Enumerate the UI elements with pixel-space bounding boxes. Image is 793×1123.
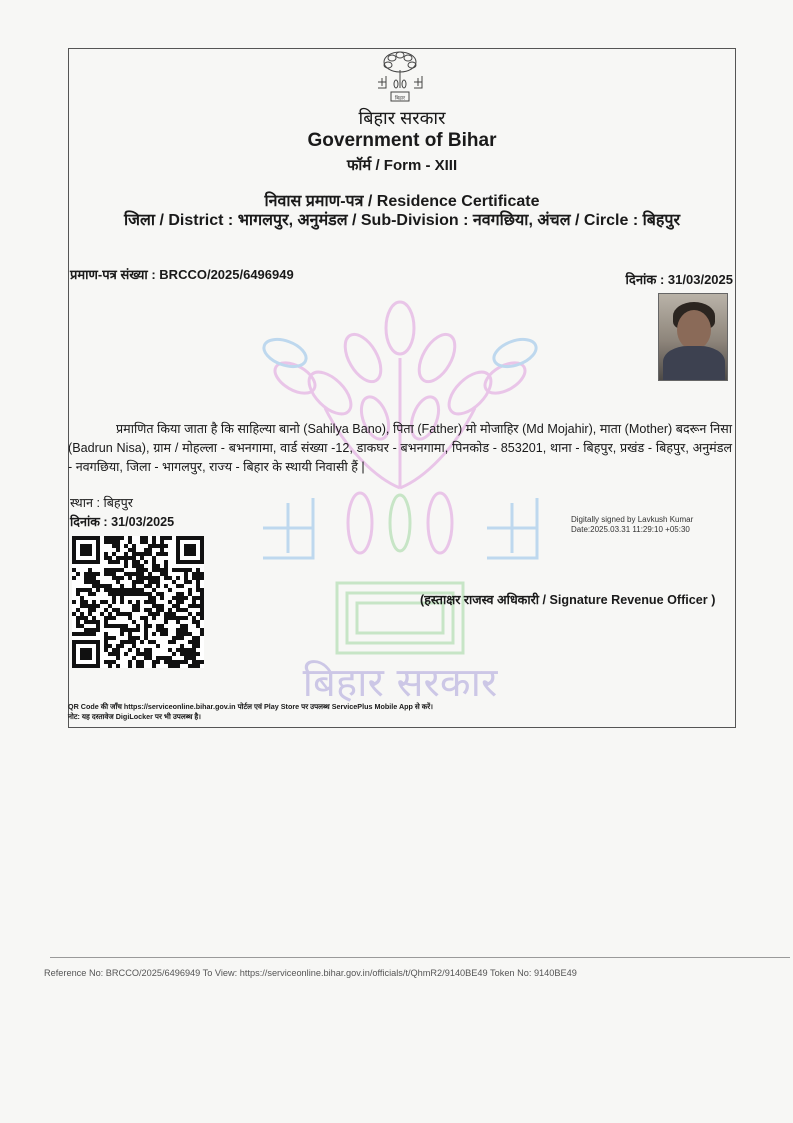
watermark-emblem [255,298,545,703]
digilocker-note-line: नोट: यह दस्तावेज DigiLocker पर भी उपलब्ध है। [68,712,201,721]
bihar-emblem-icon [372,48,428,106]
qr-verification-note [68,702,736,722]
issue-date: दिनांक : 31/03/2025 [625,272,733,287]
footer-divider [50,957,790,958]
watermark-text: बिहार सरकार [302,660,498,703]
officer-signature-label: (हस्ताक्षर राजस्व अधिकारी / Signature Revenue Officer ) [420,593,716,607]
certificate-title: निवास प्रमाण-पत्र / Residence Certificate [264,193,540,210]
issue-place: स्थान : बिहपुर [70,496,133,510]
issue-date-bottom: दिनांक : 31/03/2025 [70,515,175,529]
reference-line: Reference No: BRCCO/2025/6496949 To View: https://serviceonline.bihar.gov.in/officials/t/QhmR2/9140BE49 Token No: 9140BE49 [44,968,577,978]
digital-signature [571,515,693,535]
certificate-number: प्रमाण-पत्र संख्या : BRCCO/2025/6496949 [70,267,294,282]
digital-signature-name: Digitally signed by Lavkush Kumar [571,515,694,524]
qr-note-line: QR Code की जाँच https://serviceonline.bihar.gov.in पोर्टल एवं Play Store पर उपलब्ध ServicePlus Mobile App से करें। [68,702,433,711]
applicant-photo [658,293,728,381]
govt-title-hindi: बिहार सरकार [358,108,446,128]
certificate-body: प्रमाणित किया जाता है कि साहिल्या बानो (Sahilya Bano), पिता (Father) मो मोजाहिर (Md Mojahir), माता (Mother) बदरून निसा (Badrun Nisa), ग्राम / मोहल्ला - बभनगामा, वार्ड संख्या -12, डाकघर - बभनगामा, पिनकोड - 853201, थाना - बिहपुर, प्रखंड - बिहपुर, अनुमंडल - नवगछिया, जिला - भागलपुर, राज्य - बिहार के स्थायी निवासी हैं | [68,422,732,474]
digital-signature-date: Date:2025.03.31 11:29:10 +05:30 [571,525,690,534]
emblem-label: बिहार [394,95,406,102]
certificate-location: जिला / District : भागलपुर, अनुमंडल / Sub-Division : नवगछिया, अंचल / Circle : बिहपुर [124,212,680,229]
qr-code [72,535,204,669]
form-number: फॉर्म / Form - XIII [346,157,458,174]
govt-title-english: Government of Bihar [307,130,497,151]
